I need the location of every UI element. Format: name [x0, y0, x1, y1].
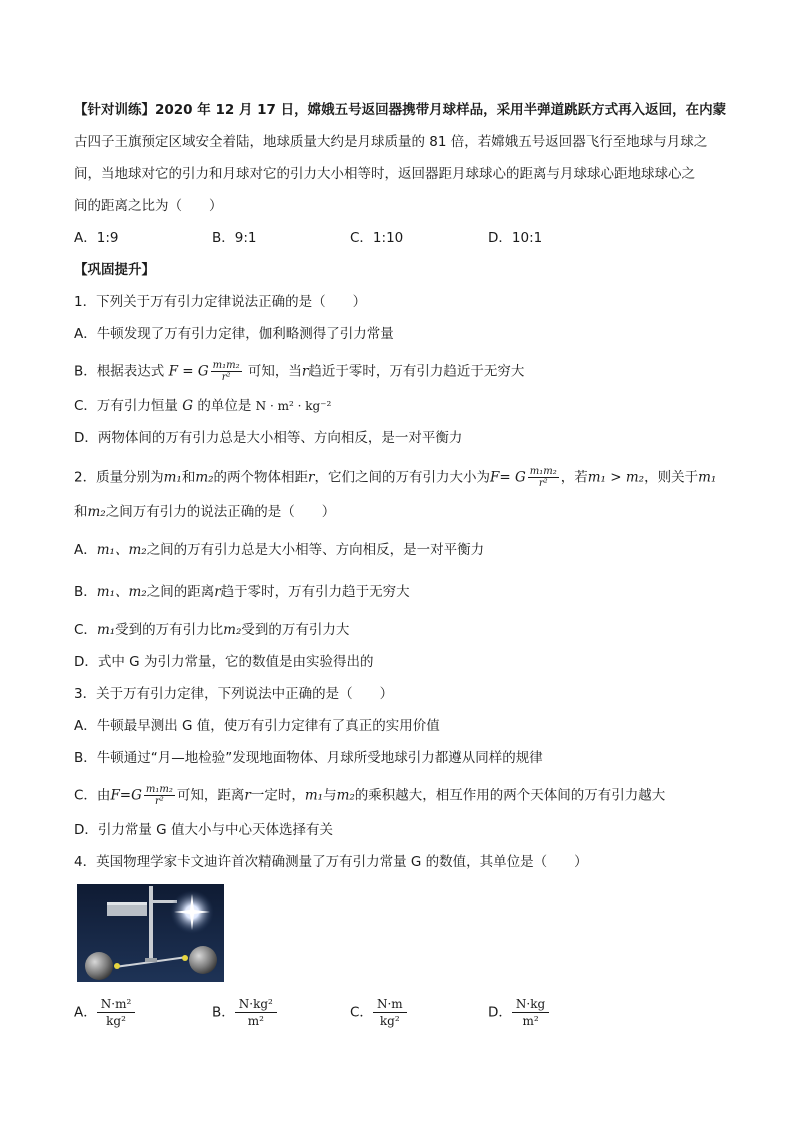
- training-line-4: 间的距离之比为（ ）: [74, 198, 223, 214]
- q1-b-mid: 可知，当: [247, 363, 302, 380]
- q2-option-a: A．m₁、m₂之间的万有引力总是大小相等、方向相反，是一对平衡力: [74, 542, 485, 558]
- q2-line2-m2: m₂: [87, 504, 106, 520]
- training-option-d: D．10:1: [488, 230, 543, 246]
- q2-m1-end: m₁: [698, 469, 717, 486]
- q2-fraction-num: m₁m₂: [529, 466, 557, 477]
- training-option-c: C．1:10: [350, 230, 404, 246]
- q4-a-label: A．: [74, 1004, 97, 1021]
- q4-d-den: m²: [522, 1014, 539, 1028]
- q4-a-num: N·m²: [97, 996, 136, 1013]
- cavendish-apparatus-image: [77, 884, 224, 982]
- q2-stem-mid2: ，它们之间的万有引力大小为: [314, 469, 490, 486]
- q4-b-num: N·kg²: [235, 996, 277, 1013]
- q3-fraction-num: m₁m₂: [145, 784, 173, 795]
- section-title: 【巩固提升】: [74, 262, 155, 278]
- q2-stem-if: ，若: [560, 469, 588, 486]
- q2-r: r: [308, 469, 315, 486]
- training-line-2: 古四子王旗预定区域安全着陆，地球质量大约是月球质量的 81 倍，若嫦娥五号返回器飞行至地球与月球之: [74, 134, 708, 150]
- training-option-b: B．9:1: [212, 230, 257, 246]
- q3-stem: 3．关于万有引力定律，下列说法中正确的是（ ）: [74, 686, 394, 702]
- q1-c-g: G: [182, 398, 194, 414]
- q2-c-m2: m₂: [223, 622, 242, 638]
- q1-b-r: r: [301, 363, 309, 380]
- q2-c-mid: 受到的万有引力比: [115, 622, 224, 638]
- q2-condition: m₁ > m₂: [587, 469, 645, 486]
- q2-stem-and: 和: [181, 469, 196, 486]
- q2-m1: m₁: [163, 469, 182, 486]
- q2-stem-line-2: [74, 502, 335, 522]
- q4-b-den: m²: [247, 1014, 264, 1028]
- q3-option-d: D．引力常量 G 值大小与中心天体选择有关: [74, 822, 333, 838]
- q4-a-fraction: [97, 996, 136, 1029]
- formula-f: F: [168, 363, 178, 380]
- q3-option-c: [74, 784, 665, 807]
- q4-c-fraction: [373, 996, 407, 1029]
- q3-option-b: B．牛顿通过“月—地检验”发现地面物体、月球所受地球引力都遵从同样的规律: [74, 750, 543, 766]
- q3-c-m1: m₁: [304, 787, 324, 804]
- q3-c-r: r: [244, 787, 251, 804]
- training-option-a: A．1:9: [74, 230, 119, 246]
- q2-fraction-den: r²: [538, 478, 548, 489]
- q2-c-m1: m₁: [96, 622, 116, 638]
- q1-b-prefix: B．根据表达式: [74, 363, 165, 380]
- q2-b-masses: m₁、m₂: [96, 584, 147, 600]
- training-line-1: 【针对训练】2020 年 12 月 17 日，嫦娥五号返回器携带月球样品，采用半弹道跳跃方式再入返回，在内蒙: [74, 102, 727, 118]
- q3-fraction-den: r²: [155, 796, 164, 807]
- q4-d-num: N·kg: [512, 996, 549, 1013]
- q4-c-label: C．: [350, 1004, 373, 1021]
- q2-option-d: D．式中 G 为引力常量，它的数值是由实验得出的: [74, 654, 374, 670]
- q2-a-text: 之间的万有引力总是大小相等、方向相反，是一对平衡力: [146, 542, 485, 558]
- q2-line2-post: 之间万有引力的说法正确的是（ ）: [105, 504, 336, 520]
- q3-c-and: 与: [323, 787, 337, 804]
- q4-option-a: [74, 996, 135, 1029]
- q3-c-mid: 可知，距离: [176, 787, 245, 804]
- q4-option-d: [488, 996, 549, 1029]
- q1-option-a: A．牛顿发现了万有引力定律，伽利略测得了引力常量: [74, 326, 394, 342]
- q4-b-label: B．: [212, 1004, 235, 1021]
- q3-formula-fraction: [144, 784, 175, 807]
- fraction-denominator: r²: [221, 372, 231, 383]
- q4-d-fraction: [512, 996, 549, 1029]
- q1-c-prefix: C．万有引力恒量: [74, 398, 178, 414]
- q3-c-post: 的乘积越大，相互作用的两个天体间的万有引力越大: [354, 787, 666, 804]
- q1-option-d: D．两物体间的万有引力总是大小相等、方向相反，是一对平衡力: [74, 430, 463, 446]
- training-line-3: 间，当地球对它的引力和月球对它的引力大小相等时，返回器距月球球心的距离与月球球心距地球球心之: [74, 166, 695, 182]
- q2-option-c: C．m₁受到的万有引力比m₂受到的万有引力大: [74, 622, 350, 638]
- formula-eq-g: = G: [182, 363, 209, 380]
- q3-c-mid2: 一定时，: [250, 787, 305, 804]
- q2-option-b: B．m₁、m₂之间的距离r趋于零时，万有引力趋于无穷大: [74, 584, 410, 600]
- q4-d-label: D．: [488, 1004, 512, 1021]
- q4-c-num: N·m: [373, 996, 407, 1013]
- q4-option-b: [212, 996, 277, 1029]
- q4-stem: 4．英国物理学家卡文迪许首次精确测量了万有引力常量 G 的数值，其单位是（ ）: [74, 854, 588, 870]
- formula-fraction: [211, 360, 242, 383]
- q1-b-suffix: 趋近于零时，万有引力趋近于无穷大: [308, 363, 525, 380]
- q2-b-text: 之间的距离: [146, 584, 215, 600]
- q2-b-text2: 趋于零时，万有引力趋于无穷大: [220, 584, 410, 600]
- q2-stem: [74, 466, 716, 489]
- q2-b-r: r: [214, 584, 221, 600]
- fraction-numerator: m₁m₂: [212, 360, 240, 371]
- q2-line2-pre: 和: [74, 504, 88, 520]
- q1-c-mid: 的单位是: [197, 398, 252, 414]
- q2-formula-f: F: [490, 469, 500, 486]
- q2-a-masses: m₁、m₂: [96, 542, 147, 558]
- q3-option-a: A．牛顿最早测出 G 值，使万有引力定律有了真正的实用价值: [74, 718, 440, 734]
- q1-stem: 1．下列关于万有引力定律说法正确的是（ ）: [74, 294, 367, 310]
- q3-formula: F=G: [110, 787, 142, 804]
- q2-c-post: 受到的万有引力大: [241, 622, 350, 638]
- q2-m2: m₂: [195, 469, 214, 486]
- q3-c-m2: m₂: [336, 787, 355, 804]
- q4-option-c: [350, 996, 407, 1029]
- q4-c-den: kg²: [379, 1014, 400, 1028]
- q2-stem-mid: 的两个物体相距: [213, 469, 309, 486]
- q3-c-pre: C．由: [74, 787, 111, 804]
- q1-option-b: [74, 360, 524, 383]
- q2-formula-eq: = G: [499, 469, 526, 486]
- q1-option-c: [74, 396, 331, 416]
- q1-c-unit: N · m² · kg⁻²: [255, 399, 332, 413]
- q2-formula-fraction: [528, 466, 559, 489]
- q4-a-den: kg²: [106, 1014, 126, 1028]
- q4-b-fraction: [235, 996, 277, 1029]
- q2-stem-post: ，则关于: [644, 469, 699, 486]
- q2-stem-pre: 2．质量分别为: [74, 469, 164, 486]
